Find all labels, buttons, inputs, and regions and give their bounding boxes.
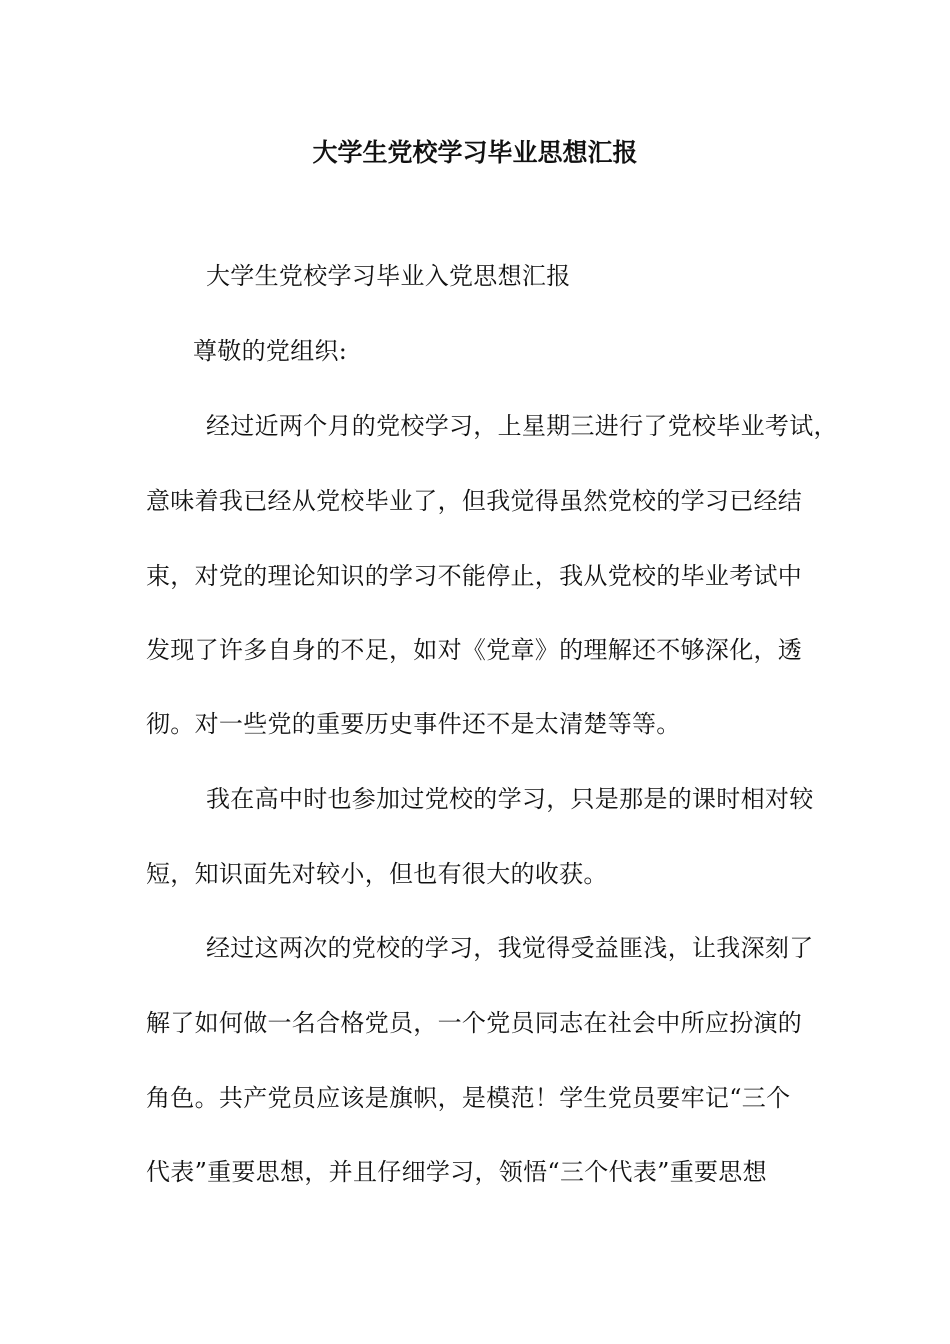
paragraph-line: 彻。对一些党的重要历史事件还不是太清楚等等。 bbox=[146, 710, 681, 738]
paragraph-line: 意味着我已经从党校毕业了，但我觉得虽然党校的学习已经结 bbox=[146, 487, 803, 515]
paragraph-line: 发现了许多自身的不足，如对《党章》的理解还不够深化，透 bbox=[146, 636, 803, 664]
paragraph-line: 角色。共产党员应该是旗帜，是模范！学生党员要牢记“三个 bbox=[146, 1084, 791, 1112]
paragraph-line: 代表”重要思想，并且仔细学习，领悟“三个代表”重要思想 bbox=[146, 1158, 767, 1186]
document-title: 大学生党校学习毕业思想汇报 bbox=[312, 138, 638, 167]
salutation: 尊敬的党组织: bbox=[193, 337, 348, 365]
paragraph-line: 经过近两个月的党校学习，上星期三进行了党校毕业考试， bbox=[206, 412, 838, 440]
document-subtitle: 大学生党校学习毕业入党思想汇报 bbox=[206, 262, 571, 290]
paragraph-line: 经过这两次的党校的学习，我觉得受益匪浅，让我深刻了 bbox=[206, 934, 814, 962]
paragraph-line: 我在高中时也参加过党校的学习，只是那是的课时相对较 bbox=[206, 785, 814, 813]
paragraph-line: 解了如何做一名合格党员，一个党员同志在社会中所应扮演的 bbox=[146, 1009, 803, 1037]
paragraph-line: 束，对党的理论知识的学习不能停止，我从党校的毕业考试中 bbox=[146, 562, 803, 590]
paragraph-line: 短，知识面先对较小，但也有很大的收获。 bbox=[146, 860, 608, 888]
